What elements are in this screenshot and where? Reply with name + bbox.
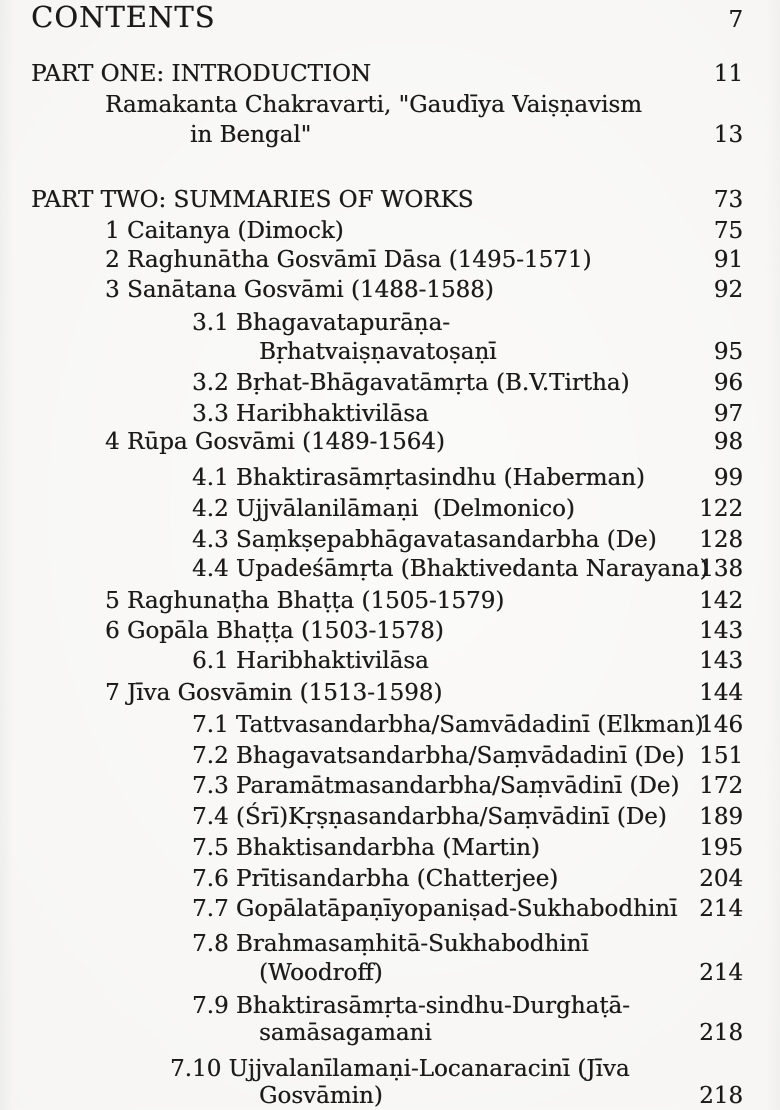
toc-entry-text: 4.4 Upadeśāmṛta (Bhaktivedanta Narayana) — [192, 556, 709, 582]
toc-entry — [0, 587, 780, 615]
toc-entry-page: 143 — [699, 618, 743, 644]
page-title: CONTENTS — [31, 0, 216, 34]
toc-entry — [0, 679, 780, 707]
toc-entry-text: Gosvāmin) — [259, 1083, 383, 1109]
toc-entry-page: 96 — [713, 370, 743, 396]
toc-entry-page: 214 — [699, 896, 743, 922]
toc-entry — [0, 276, 780, 304]
toc-entry-text: 7.8 Brahmasaṃhitā-Sukhabodhinī — [192, 931, 589, 957]
toc-entry-page: 189 — [699, 804, 743, 830]
toc-entry-text: PART ONE: INTRODUCTION — [31, 61, 371, 87]
page-title-row — [0, 0, 780, 34]
toc-entry-text: 7.1 Tattvasandarbha/Samvādadinī (Elkman) — [192, 712, 704, 738]
toc-entry — [0, 464, 780, 492]
toc-entry — [0, 495, 780, 523]
toc-entry-text: 7.6 Prītisandarbha (Chatterjee) — [192, 866, 559, 892]
toc-entry — [0, 647, 780, 675]
toc-entry — [0, 217, 780, 245]
toc-entry-text: 7.4 (Śrī)Kṛṣṇasandarbha/Saṃvādinī (De) — [192, 804, 667, 830]
toc-entry-continuation — [0, 1082, 780, 1110]
toc-entry-text: 4.3 Saṃkṣepabhāgavatasandarbha (De) — [192, 527, 657, 553]
toc-entry-part-two — [0, 186, 780, 214]
toc-entry — [0, 555, 780, 583]
toc-entry — [0, 309, 780, 337]
toc-entry — [0, 865, 780, 893]
toc-entry-text: 3.3 Haribhaktivilāsa — [192, 401, 429, 427]
toc-entry — [0, 742, 780, 770]
toc-entry — [0, 617, 780, 645]
toc-entry-page: 172 — [699, 773, 743, 799]
toc-entry-page: 138 — [699, 556, 743, 582]
toc-entry-page: 128 — [699, 527, 743, 553]
toc-entry-text: in Bengal" — [190, 122, 312, 148]
toc-entry-text: 5 Raghunaṭha Bhaṭṭa (1505-1579) — [105, 588, 505, 614]
toc-entry-page: 144 — [699, 680, 743, 706]
toc-entry-page: 97 — [713, 401, 743, 427]
toc-entry-page: 218 — [699, 1020, 743, 1046]
toc-entry — [0, 91, 780, 119]
toc-entry-text: (Woodroff) — [259, 960, 383, 986]
toc-entry-continuation — [0, 959, 780, 987]
toc-entry — [0, 930, 780, 958]
toc-entry-text: 3 Sanātana Gosvāmi (1488-1588) — [105, 277, 494, 303]
toc-entry — [0, 803, 780, 831]
toc-entry-text: 7.9 Bhaktirasāmṛta-sindhu-Durghaṭā- — [192, 993, 630, 1019]
toc-entry-text: 7.7 Gopālatāpaṇīyopaniṣad-Sukhabodhinī — [192, 896, 678, 922]
toc-entry-page: 98 — [713, 429, 743, 455]
toc-entry-page: 99 — [713, 465, 743, 491]
toc-entry-text: 3.1 Bhagavatapurāṇa- — [192, 310, 450, 336]
toc-entry-page: 218 — [699, 1083, 743, 1109]
toc-entry-page: 204 — [699, 866, 743, 892]
toc-entry-text: 7.10 Ujjvalanīlamaṇi-Locanaracinī (Jīva — [170, 1056, 630, 1082]
toc-entry-text: 7.3 Paramātmasandarbha/Saṃvādinī (De) — [192, 773, 680, 799]
toc-entry-text: Ramakanta Chakravarti, "Gaudīya Vaiṣṇavism — [105, 92, 642, 118]
toc-entry-text: 4.2 Ujjvālanilāmaṇi (Delmonico) — [192, 496, 575, 522]
toc-entry-text: 4 Rūpa Gosvāmi (1489-1564) — [105, 429, 445, 455]
toc-entry — [0, 369, 780, 397]
toc-entry-text: 4.1 Bhaktirasāmṛtasindhu (Haberman) — [192, 465, 645, 491]
toc-entry-text: 7.5 Bhaktisandarbha (Martin) — [192, 835, 540, 861]
toc-entry-page: 95 — [713, 339, 743, 365]
toc-entry — [0, 1055, 780, 1083]
toc-entry-page: 214 — [699, 960, 743, 986]
toc-entry-text: 7.2 Bhagavatsandarbha/Saṃvādadinī (De) — [192, 743, 685, 769]
toc-entry-continuation — [0, 1019, 780, 1047]
toc-entry-text: 2 Raghunātha Gosvāmī Dāsa (1495-1571) — [105, 247, 592, 273]
toc-entry-page: 92 — [713, 277, 743, 303]
toc-entry — [0, 772, 780, 800]
toc-entry-page: 142 — [699, 588, 743, 614]
toc-entry — [0, 246, 780, 274]
toc-entry-page: 143 — [699, 648, 743, 674]
toc-entry-text: samāsagamani — [259, 1020, 432, 1046]
toc-entry — [0, 526, 780, 554]
toc-entry-page: 75 — [713, 218, 743, 244]
toc-entry-page: 91 — [713, 247, 743, 273]
toc-entry-text: 3.2 Bṛhat-Bhāgavatāmṛta (B.V.Tirtha) — [192, 370, 630, 396]
toc-entry-text: PART TWO: SUMMARIES OF WORKS — [31, 187, 474, 213]
toc-entry-page: 13 — [713, 122, 743, 148]
toc-entry-continuation — [0, 121, 780, 149]
toc-entry-part-one — [0, 60, 780, 88]
toc-entry — [0, 400, 780, 428]
toc-entry-text: 6 Gopāla Bhaṭṭa (1503-1578) — [105, 618, 444, 644]
toc-entry — [0, 428, 780, 456]
toc-entry-text: 7 Jīva Gosvāmin (1513-1598) — [105, 680, 443, 706]
toc-entry-text: Bṛhatvaiṣṇavatoṣaṇī — [259, 339, 497, 365]
toc-entry — [0, 895, 780, 923]
toc-entry-page: 122 — [699, 496, 743, 522]
toc-entry — [0, 834, 780, 862]
toc-entry-page: 146 — [699, 712, 743, 738]
toc-entry-page: 11 — [713, 61, 743, 87]
toc-entry-page: 195 — [699, 835, 743, 861]
toc-entry — [0, 992, 780, 1020]
toc-entry-page: 7 — [728, 7, 743, 33]
toc-entry-text: 6.1 Haribhaktivilāsa — [192, 648, 429, 674]
toc-entry — [0, 711, 780, 739]
toc-entry-page: 151 — [699, 743, 743, 769]
toc-entry-text: 1 Caitanya (Dimock) — [105, 218, 344, 244]
toc-entry-continuation — [0, 338, 780, 366]
toc-entry-page: 73 — [713, 187, 743, 213]
